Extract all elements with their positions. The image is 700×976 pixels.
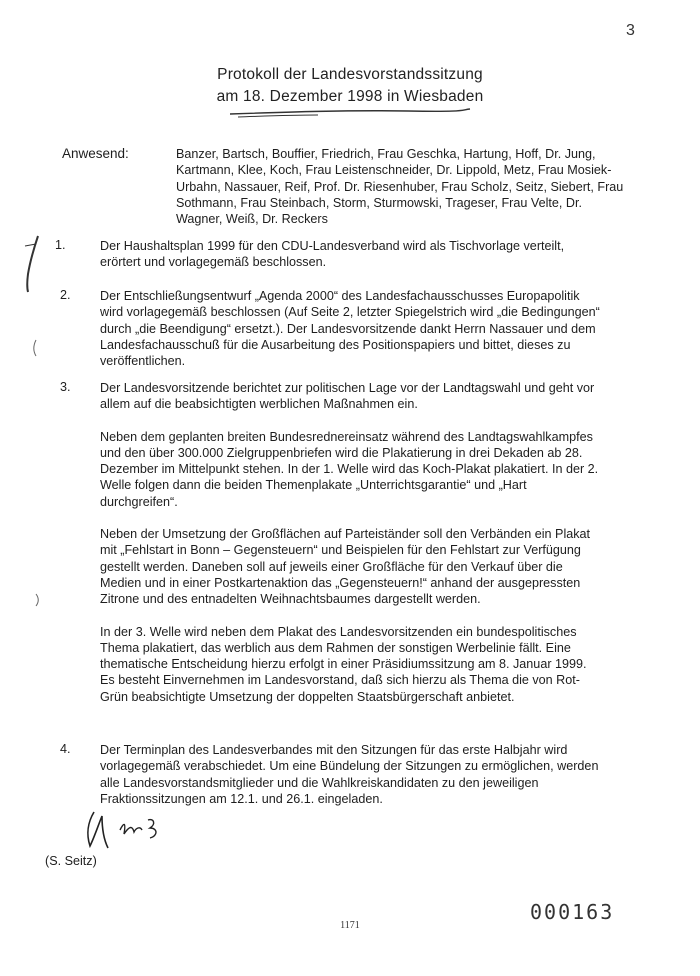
document-number-stamp: 000163 <box>530 900 615 924</box>
agenda-item-1 <box>100 238 600 271</box>
signatory-name: (S. Seitz) <box>45 854 97 868</box>
item-paragraph: Der Terminplan des Landesverbandes mit den Sitzungen für das erste Halbjahr wird vorlagegemäß verabschiedet. Um eine Bündelung der Sitzungen zu ermöglichen, werden alle Landesvorstandsmitglieder und die Wahlkreiskandidaten zu den jeweiligen Fraktionssitzungen am 12.1. und 26.1. eingeladen. <box>100 743 599 806</box>
item-number: 1. <box>55 238 66 252</box>
page-number: 1171 <box>340 920 360 931</box>
protocol-date-location: am 18. Dezember 1998 in Wiesbaden <box>216 88 484 105</box>
attendance-list: Banzer, Bartsch, Bouffier, Friedrich, Frau Geschka, Hartung, Hoff, Dr. Jung, Kartmann, Klee, Koch, Frau Leistenschneider, Dr. Lippold, Metz, Frau Mosiek-Urbahn, Nassauer, Reif, Prof. Dr. Riesenhuber, Frau Scholz, Seitz, Siebert, Frau Sothmann, Frau Steinbach, Storm, Sturmowski, Trageser, Frau Velte, Dr. Wagner, Weiß, Dr. Reckers <box>176 147 624 227</box>
item-paragraph: Neben dem geplanten breiten Bundesrednereinsatz während des Landtagswahlkampfes und den über 300.000 Zielgruppenbriefen wird die Plakatierung in drei Dekaden ab 28. Dezember im Mittelpunkt stehen. In der 1. Welle wird das Koch-Plakat plakatiert. In der 2. Welle folgen dann die beiden Themenplakate „Unterrichtsgarantie“ und „Hart durchgreifen“. <box>100 429 599 509</box>
agenda-item-4 <box>100 742 600 807</box>
margin-mark <box>30 338 40 358</box>
item-paragraph: Der Entschließungsentwurf „Agenda 2000“ des Landesfachausschusses Europapolitik wird vorlagegemäß beschlossen (Auf Seite 2, letzter Spiegelstrich wird „die Bedingungen“ durch „die Beendigung“ ersetzt.). Der Landesvorsitzende dankt Herrn Nassauer und dem Landesfachausschuß für die Ausarbeitung des Positionspapiers und bittet, dieses zu veröffentlichen. <box>100 289 600 369</box>
item-paragraph: Der Haushaltsplan 1999 für den CDU-Landesverband wird als Tischvorlage verteilt, erörtert und vorlagegemäß beschlossen. <box>100 239 565 270</box>
handwritten-underline <box>228 106 473 120</box>
protocol-title: Protokoll der Landesvorstandssitzung <box>217 66 483 83</box>
item-paragraph: In der 3. Welle wird neben dem Plakat des Landesvorsitzenden ein bundespolitisches Thema plakatiert, das werblich aus dem Rahmen der sonstigen Werbelinie fällt. Eine thematische Entscheidung hierzu erfolgt in einer Präsidiumssitzung am 8. Januar 1999. Es besteht Einvernehmen im Landesvorstand, daß sich hierzu als Thema die von Rot-Grün beabsichtigte Umsetzung der doppelten Staatsbürgerschaft anbietet. <box>100 624 587 704</box>
item-number: 3. <box>60 380 71 394</box>
handwritten-margin-stroke <box>22 234 44 294</box>
attendance-label: Anwesend: <box>62 146 129 161</box>
item-number: 2. <box>60 288 71 302</box>
margin-mark <box>34 592 42 608</box>
item-number: 4. <box>60 742 71 756</box>
handwritten-page-mark: 3 <box>626 22 635 39</box>
item-paragraph: Neben der Umsetzung der Großflächen auf Parteiständer soll den Verbänden ein Plakat mit „Fehlstart in Bonn – Gegensteuern“ und Beispielen für den Fehlstart zur Verfügung gestellt werden. Daneben soll auf jeweils einer Großfläche für den Verkauf über die Medien und in einer Postkartenaktion das „Gegensteuern!“ anhand der ausgepressten Zitrone und des entnadelten Weihnachtsbaumes dargestellt werden. <box>100 527 591 607</box>
handwritten-signature <box>80 808 170 852</box>
agenda-item-2 <box>100 288 600 369</box>
agenda-item-3 <box>100 380 600 705</box>
item-paragraph: Der Landesvorsitzende berichtet zur politischen Lage vor der Landtagswahl und geht vor allem auf die beabsichtigten werblichen Maßnahmen ein. <box>100 381 595 412</box>
